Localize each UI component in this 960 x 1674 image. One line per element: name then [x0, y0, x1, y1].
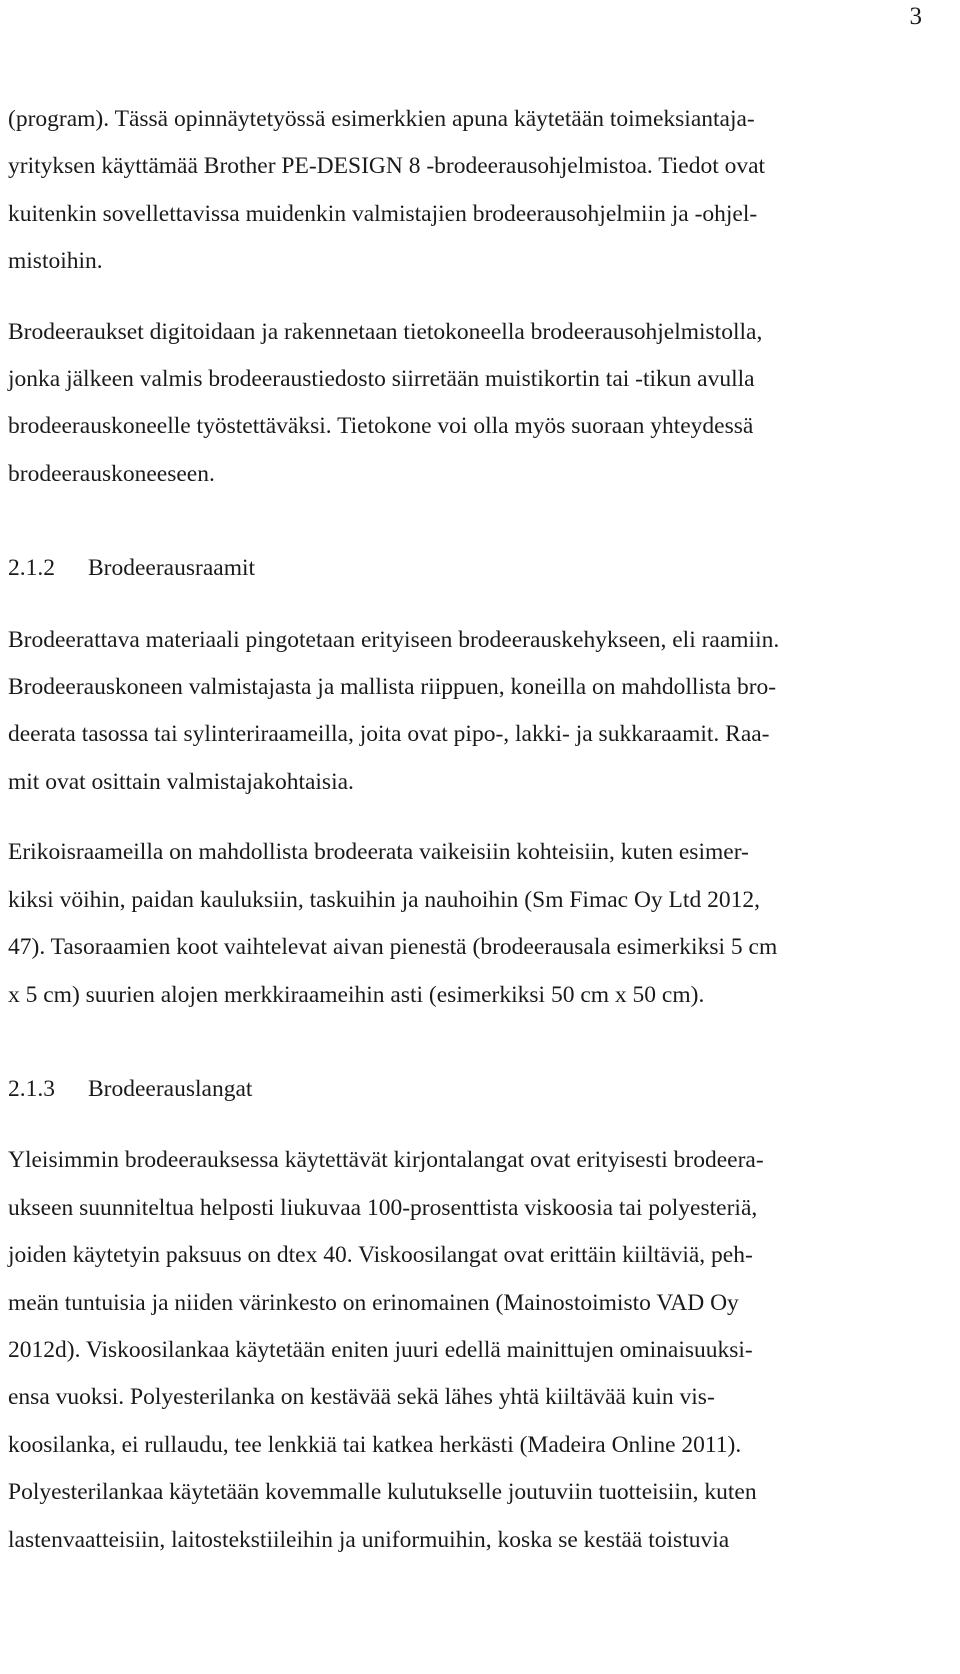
page-number: 3 [909, 3, 922, 30]
paragraph-hoops: Brodeerattava materiaali pingotetaan erityiseen brodeerauskehykseen, eli raamiin. Brodeerauskoneen valmistajasta ja mallista riippuen, koneilla on mahdollista bro- deerata tasossa tai sylinteriraameilla, joita ovat pipo-, lakki- ja sukkaraamit. Raa- mit ovat osittain valmistajakohtaisia. [8, 626, 780, 795]
section-heading-brodeerauslangat [8, 1066, 918, 1113]
paragraph-program-intro: (program). Tässä opinnäytetyössä esimerkkien apuna käytetään toimeksiantaja- yrityksen käyttämää Brother PE-DESIGN 8 -brodeerausohjelmistoa. Tiedot ovat kuitenkin sovellettavissa muidenkin valmistajien brodeerausohjelmiin ja -ohjel- mistoihin. [8, 106, 766, 275]
document-body [8, 96, 918, 1564]
section-heading-brodeerausraamit [8, 545, 918, 592]
section-number: 2.1.2 [8, 555, 55, 582]
section-title: Brodeerausraamit [88, 555, 256, 582]
section-number: 2.1.3 [8, 1075, 55, 1102]
paragraph-special-hoops: Erikoisraameilla on mahdollista brodeerata vaikeisiin kohteisiin, kuten esimer- kiksi vöihin, paidan kauluksiin, taskuihin ja nauhoihin (Sm Fimac Oy Ltd 2012, 47). Tasoraamien koot vaihtelevat aivan pienestä (brodeerausala esimerkiksi 5 cm x 5 cm) suurien alojen merkkiraameihin asti (esimerkiksi 50 cm x 50 cm). [8, 839, 778, 1008]
paragraph-threads: Yleisimmin brodeerauksessa käytettävät kirjontalangat ovat erityisesti brodeera- ukseen suunniteltua helposti liukuvaa 100-prosenttista viskoosia tai polyesteriä, joiden käytetyin paksuus on dtex 40. Viskoosilangat ovat erittäin kiiltäviä, peh- meän tuntuisia ja niiden värinkesto on erinomainen (Mainostoimisto VAD Oy 2012d). Viskoosilankaa käytetään eniten juuri edellä mainittujen ominaisuuksi- ensa vuoksi. Polyesterilanka on kestävää sekä lähes yhtä kiiltävää kuin vis- koosilanka, ei rullaudu, tee lenkkiä tai katkea herkästi (Madeira Online 2011). Polyesterilankaa käytetään kovemmalle kulutukselle joutuviin tuotteisiin, kuten lastenvaatteisiin, laitostekstiileihin ja uniformuihin, koska se kestää toistuvia [8, 1147, 764, 1553]
paragraph-digitization: Brodeeraukset digitoidaan ja rakennetaan tietokoneella brodeerausohjelmistolla, jonka jälkeen valmis brodeeraustiedosto siirretään muistikortin tai -tikun avulla brodeerauskoneelle työstettäväksi. Tietokone voi olla myös suoraan yhteydessä brodeerauskoneeseen. [8, 318, 763, 487]
section-title: Brodeerauslangat [88, 1075, 253, 1102]
